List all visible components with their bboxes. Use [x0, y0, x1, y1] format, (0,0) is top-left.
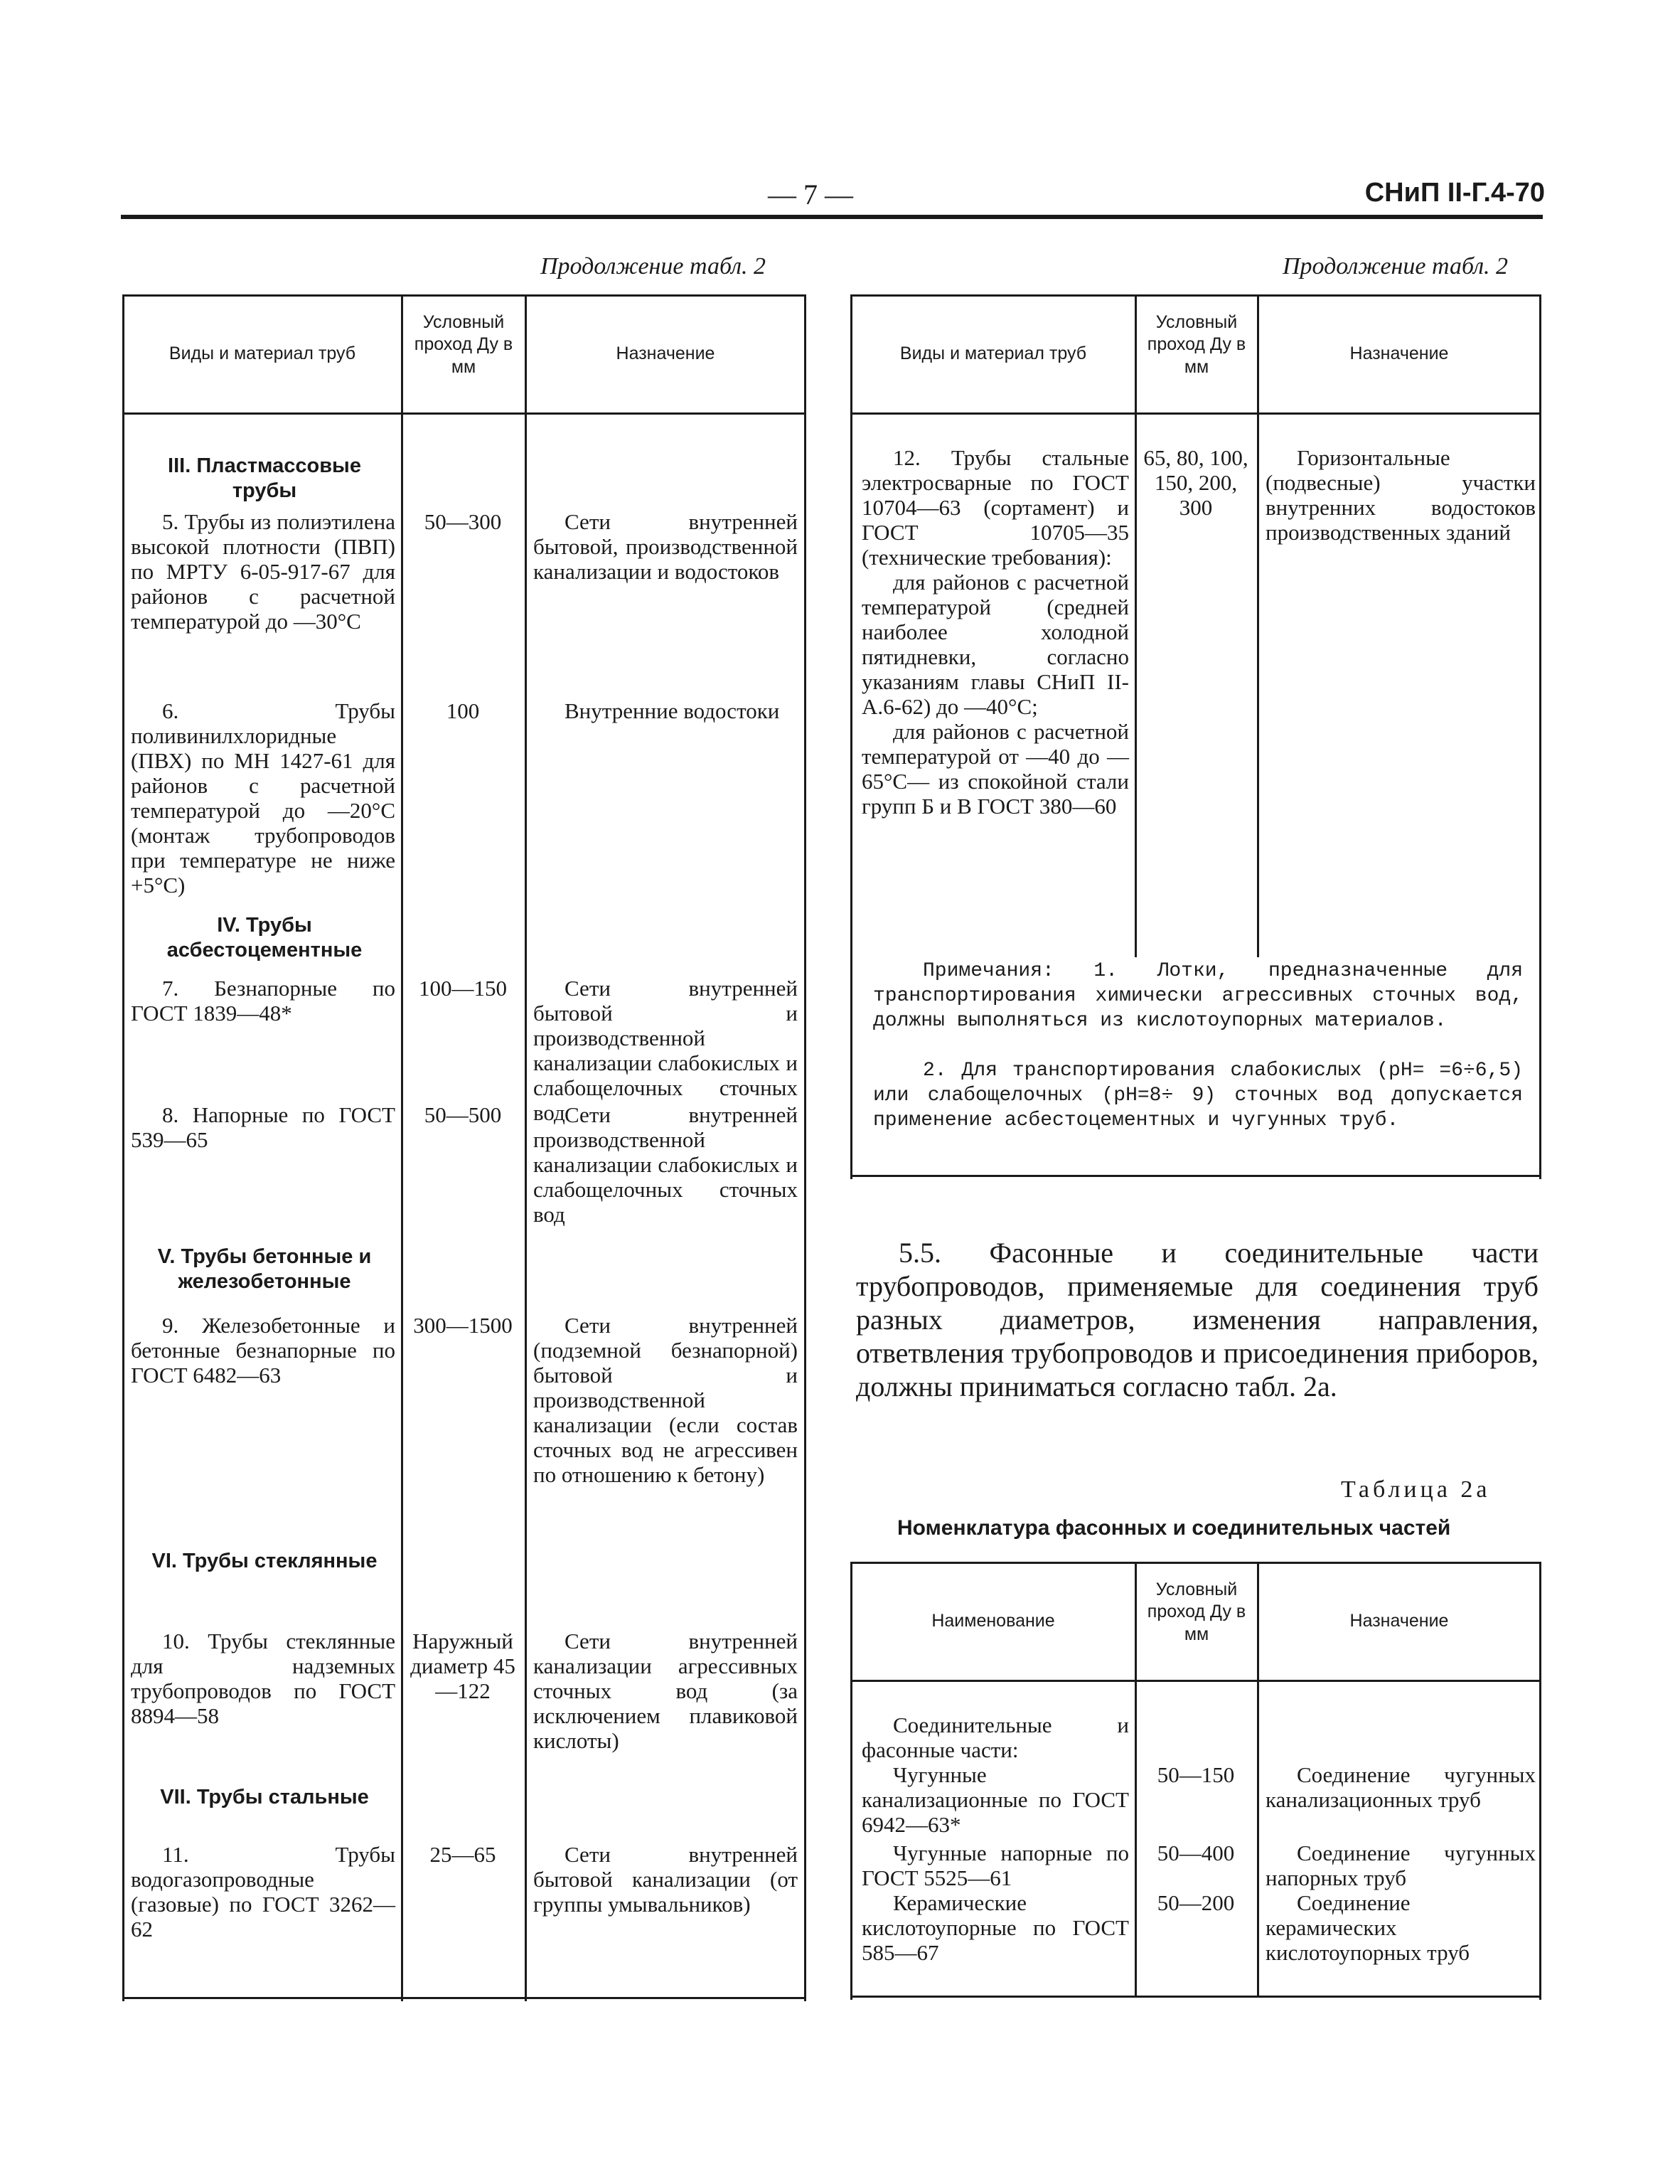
table-cell: 300—1500: [413, 1313, 513, 1338]
table-cell: Соединительные и фасонные части:: [862, 1712, 1129, 1762]
table-cell: 8. Напорные по ГОСТ 539—65: [131, 1102, 395, 1152]
table-cell: 6. Трубы поливинилхлоридные (ПВХ) по МН 1427-61 для районов с расчетной температурой до —20°С (монтаж трубопроводов при температуре не ниже +5°С): [131, 698, 395, 897]
section-heading: VII. Трубы стальные: [160, 1786, 369, 1809]
table-cell: Горизонтальные (подвесные) участки внутренних водостоков производственных зданий: [1266, 445, 1536, 545]
table-cell: Соединение керамических кислотоупорных труб: [1266, 1890, 1470, 1965]
table-cell: 50—400: [1157, 1841, 1235, 1865]
table-2a: [850, 1562, 1541, 2000]
table-cell: 9. Железобетонные и бетонные безнапорные по ГОСТ 6482—63: [131, 1313, 395, 1387]
col-header-purpose: Назначение: [1349, 1611, 1449, 1631]
table-cell: 25—65: [429, 1842, 496, 1867]
table-note: 2. Для транспортирования слабокислых (рН= =6÷6,5) или слабощелочных (рН=8÷ 9) сточных вод допускается применение асбестоцементных и чугунных труб.: [873, 1060, 1523, 1131]
col-header-diameter: Условный проход Ду в мм: [1147, 1580, 1246, 1644]
table-cell: Чугунные напорные по ГОСТ 5525—61: [862, 1841, 1129, 1890]
document-code: СНиП II-Г.4-70: [1364, 178, 1545, 208]
table-cell: Сети внутренней бытовой, производственной канализации и водостоков: [533, 509, 798, 584]
right-table: [850, 294, 1541, 1179]
table-note: Примечания: 1. Лотки, предназначенные для транспортирования химически агрессивных сточных вод, должны выполняться из кислотоупорных материалов.: [873, 960, 1523, 1032]
cell-paragraph: для районов с расчетной температурой от —40 до —65°С— из спокойной стали групп Б и В ГОСТ 380—60: [862, 719, 1129, 819]
table-cell: Чугунные канализационные по ГОСТ 6942—63*: [862, 1762, 1129, 1837]
paragraph-5-5: 5.5. Фасонные и соединительные части трубопроводов, применяемые для соединения труб разных диаметров, изменения направления, ответвления трубопроводов и присоединения приборов, должны приниматься согласно табл. 2а.: [856, 1237, 1539, 1402]
col-header-diameter: Условный проход Ду в мм: [414, 312, 513, 377]
col-header-type: Виды и материал труб: [899, 343, 1087, 363]
table-cell: 100: [446, 698, 480, 723]
col-header-diameter: Условный проход Ду в мм: [1147, 312, 1246, 377]
table-cell: Сети внутренней (подземной безнапорной) бытовой и производственной канализации (если состав сточных вод не агрессивен по отношению к бетону): [533, 1313, 798, 1487]
table-cell: 11. Трубы водогазопроводные (газовые) по ГОСТ 3262—62: [131, 1842, 395, 1941]
table-cell: Наружный диаметр 45—122: [410, 1629, 515, 1703]
left-table: [122, 294, 806, 2001]
table-cell: Сети внутренней производственной канализации слабокислых и слабощелочных сточных вод: [533, 1102, 798, 1227]
table-cell: 50—500: [424, 1102, 502, 1127]
table-cell: 65, 80, 100, 150, 200, 300: [1143, 445, 1248, 520]
col-header-type: Виды и материал труб: [168, 343, 356, 363]
section-heading: VI. Трубы стеклянные: [151, 1550, 378, 1572]
cell-paragraph: для районов с расчетной температурой (средней наиболее холодной пятидневки, согласно указаниям главы СНиП II-А.6-62) до —40°С;: [862, 570, 1129, 719]
section-heading: V. Трубы бетонные и железобетонные: [157, 1245, 372, 1293]
page-number: — 7 —: [768, 179, 853, 211]
table-cell: 50—300: [424, 509, 502, 534]
col-header-name: Наименование: [931, 1611, 1055, 1631]
section-heading: III. Пластмассовые трубы: [168, 454, 361, 502]
header-rule: [121, 215, 1543, 219]
table-cell: 50—150: [1157, 1762, 1235, 1787]
table-2a-title: Номенклатура фасонных и соединительных частей: [897, 1516, 1451, 1540]
table-cell: [862, 445, 1129, 819]
table-cell: 50—200: [1157, 1890, 1235, 1915]
table-cell: 7. Безнапорные по ГОСТ 1839—48*: [131, 976, 395, 1026]
table-cell: 100—150: [419, 976, 507, 1001]
table-2a-caption: Таблица 2а: [1341, 1476, 1491, 1503]
table-cell: Керамические кислотоупорные по ГОСТ 585—67: [862, 1890, 1129, 1965]
section-heading: IV. Трубы асбестоцементные: [166, 914, 363, 962]
left-table-continuation: Продолжение табл. 2: [540, 253, 766, 279]
table-cell: Внутренние водостоки: [565, 698, 780, 723]
right-table-continuation: Продолжение табл. 2: [1283, 253, 1509, 279]
table-cell: Сети внутренней канализации агрессивных сточных вод (за исключением плавиковой кислоты): [533, 1629, 798, 1753]
cell-paragraph: 12. Трубы стальные электросварные по ГОСТ 10704—63 (сортамент) и ГОСТ 10705—35 (технические требования):: [862, 445, 1129, 570]
table-cell: 5. Трубы из полиэтилена высокой плотности (ПВП) по МРТУ 6-05-917-67 для районов с расчетной температурой до —30°С: [131, 509, 395, 634]
table-cell: Соединение чугунных напорных труб: [1266, 1841, 1536, 1890]
table-cell: Сети внутренней бытовой канализации (от группы умывальников): [533, 1842, 798, 1917]
table-cell: Соединение чугунных канализационных труб: [1266, 1762, 1536, 1812]
col-header-purpose: Назначение: [616, 343, 715, 363]
table-cell: 10. Трубы стеклянные для надземных трубопроводов по ГОСТ 8894—58: [131, 1629, 395, 1728]
table-cell: Сети внутренней бытовой и производственной канализации слабокислых и слабощелочных сточных вод: [533, 976, 798, 1125]
col-header-purpose: Назначение: [1349, 343, 1449, 363]
